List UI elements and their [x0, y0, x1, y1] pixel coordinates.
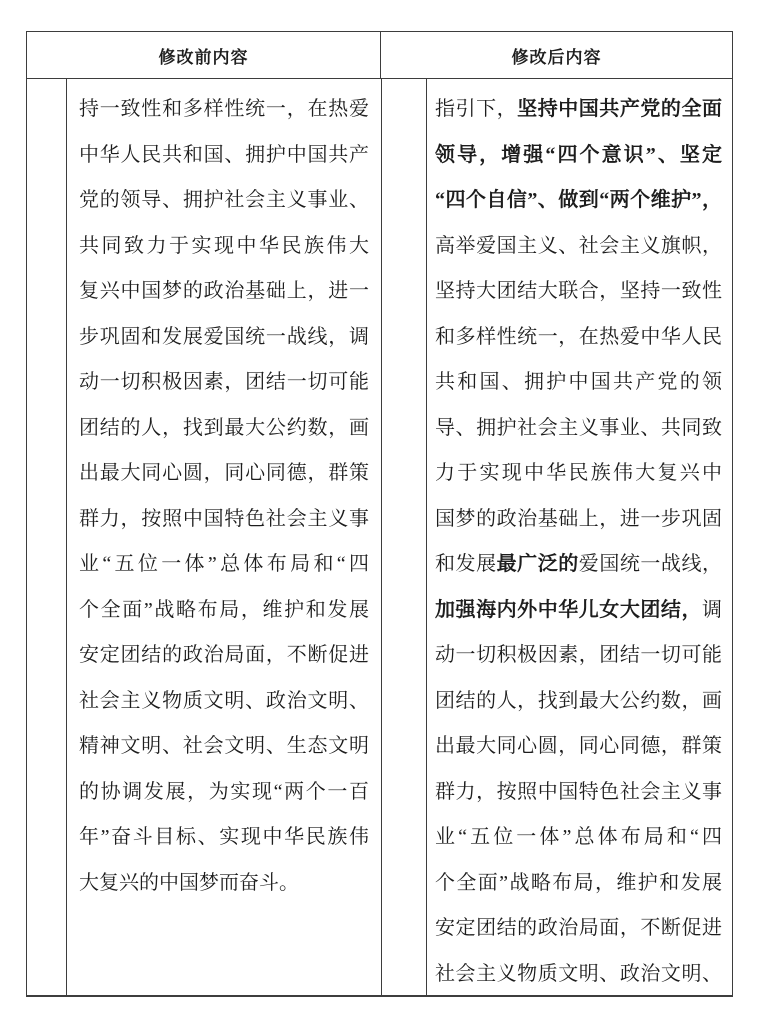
revised-bold-text: “四个自信”、做到“两个维护”，	[435, 189, 722, 211]
text-line	[435, 360, 722, 406]
text-line	[79, 497, 369, 543]
text-line	[435, 815, 722, 861]
text-line	[435, 633, 722, 679]
body-text: 出最大同心圆，同心同德，群策	[79, 462, 369, 484]
text-line	[435, 588, 722, 634]
table-header-row	[27, 32, 732, 79]
body-text: 业“五位一体”总体布局和“四	[435, 826, 722, 848]
body-text: 爱国统一战线，	[578, 553, 722, 575]
body-text: 国梦的政治基础上，进一步巩固	[435, 507, 722, 530]
text-line	[79, 133, 369, 179]
text-line	[435, 224, 722, 270]
text-line	[435, 861, 722, 907]
body-text: 调	[702, 598, 722, 621]
body-text: 和发展	[435, 553, 497, 575]
text-line	[435, 770, 722, 816]
revision-comparison-table	[26, 31, 733, 997]
body-text: 安定团结的政治局面，不断促进	[79, 644, 369, 666]
after-gutter-cell	[381, 79, 426, 995]
revised-bold-text: 领导，增强“四个意识”、坚定	[435, 143, 722, 166]
text-line	[79, 360, 369, 406]
text-line	[79, 770, 369, 816]
text-line	[435, 451, 722, 497]
body-text: 动一切积极因素，团结一切可能	[79, 371, 369, 393]
before-content-cell	[66, 79, 381, 995]
text-line	[435, 315, 722, 361]
text-line	[435, 178, 722, 224]
body-text: 复兴中国梦的政治基础上，进一	[79, 280, 369, 302]
text-line	[79, 269, 369, 315]
revised-bold-text: 坚持中国共产党的全面	[517, 98, 722, 120]
body-text: 社会主义物质文明、政治文明、	[435, 962, 722, 985]
body-text: 步巩固和发展爱国统一战线，调	[79, 325, 369, 348]
revised-bold-text: 最广泛的	[496, 553, 579, 575]
body-text: 出最大同心圆，同心同德，群策	[435, 735, 722, 757]
header-cell-after	[381, 32, 732, 78]
before-gutter-cell	[27, 79, 66, 995]
text-line	[435, 497, 722, 543]
text-line	[79, 588, 369, 634]
before-header-label: 修改前内容	[158, 47, 249, 67]
text-line	[435, 133, 722, 179]
body-text: 动一切积极因素，团结一切可能	[435, 644, 722, 666]
after-header-label: 修改后内容	[511, 47, 602, 67]
text-line	[79, 406, 369, 452]
text-line	[79, 224, 369, 270]
text-line	[435, 952, 722, 998]
body-text: 群力，按照中国特色社会主义事	[435, 780, 722, 803]
text-line	[435, 724, 722, 770]
text-line	[79, 679, 369, 725]
body-text: 坚持大团结大联合，坚持一致性	[435, 280, 722, 302]
body-text: 中华人民共和国、拥护中国共产	[79, 143, 369, 166]
body-text: 年”奋斗目标、实现中华民族伟	[79, 826, 369, 848]
body-text: 业“五位一体”总体布局和“四	[79, 553, 369, 575]
body-text: 力于实现中华民族伟大复兴中	[435, 462, 722, 484]
body-text: 群力，按照中国特色社会主义事	[79, 507, 369, 530]
body-text: 个全面”战略布局，维护和发展	[79, 598, 369, 621]
text-line	[435, 679, 722, 725]
text-line	[79, 542, 369, 588]
text-line	[79, 315, 369, 361]
body-text: 共和国、拥护中国共产党的领	[435, 371, 722, 393]
body-text: 大复兴的中国梦而奋斗。	[79, 871, 299, 894]
text-line	[79, 451, 369, 497]
revised-bold-text: 加强海内外中华儿女大团结，	[435, 598, 702, 621]
body-text: 安定团结的政治局面，不断促进	[435, 917, 722, 939]
text-line	[79, 815, 369, 861]
text-line	[435, 406, 722, 452]
body-text: 精神文明、社会文明、生态文明	[79, 735, 369, 757]
body-text: 社会主义物质文明、政治文明、	[79, 689, 369, 712]
body-text: 持一致性和多样性统一，在热爱	[79, 98, 369, 120]
table-body-row	[27, 79, 732, 995]
text-line	[79, 178, 369, 224]
text-line	[79, 861, 369, 907]
body-text: 个全面”战略布局，维护和发展	[435, 871, 722, 894]
body-text: 共同致力于实现中华民族伟大	[79, 234, 369, 257]
body-text: 和多样性统一，在热爱中华人民	[435, 325, 722, 348]
text-line	[435, 906, 722, 952]
body-text: 的协调发展，为实现“两个一百	[79, 780, 369, 803]
body-text: 导、拥护社会主义事业、共同致	[435, 416, 722, 439]
body-text: 指引下，	[435, 98, 518, 120]
body-text: 团结的人，找到最大公约数，画	[435, 689, 722, 712]
text-line	[435, 542, 722, 588]
header-cell-before	[27, 32, 381, 78]
after-content-cell	[426, 79, 732, 995]
text-line	[79, 724, 369, 770]
body-text: 党的领导、拥护社会主义事业、	[79, 189, 369, 211]
body-text: 高举爱国主义、社会主义旗帜，	[435, 234, 722, 257]
text-line	[79, 87, 369, 133]
text-line	[79, 633, 369, 679]
body-text: 团结的人，找到最大公约数，画	[79, 416, 369, 439]
text-line	[435, 87, 722, 133]
text-line	[435, 269, 722, 315]
